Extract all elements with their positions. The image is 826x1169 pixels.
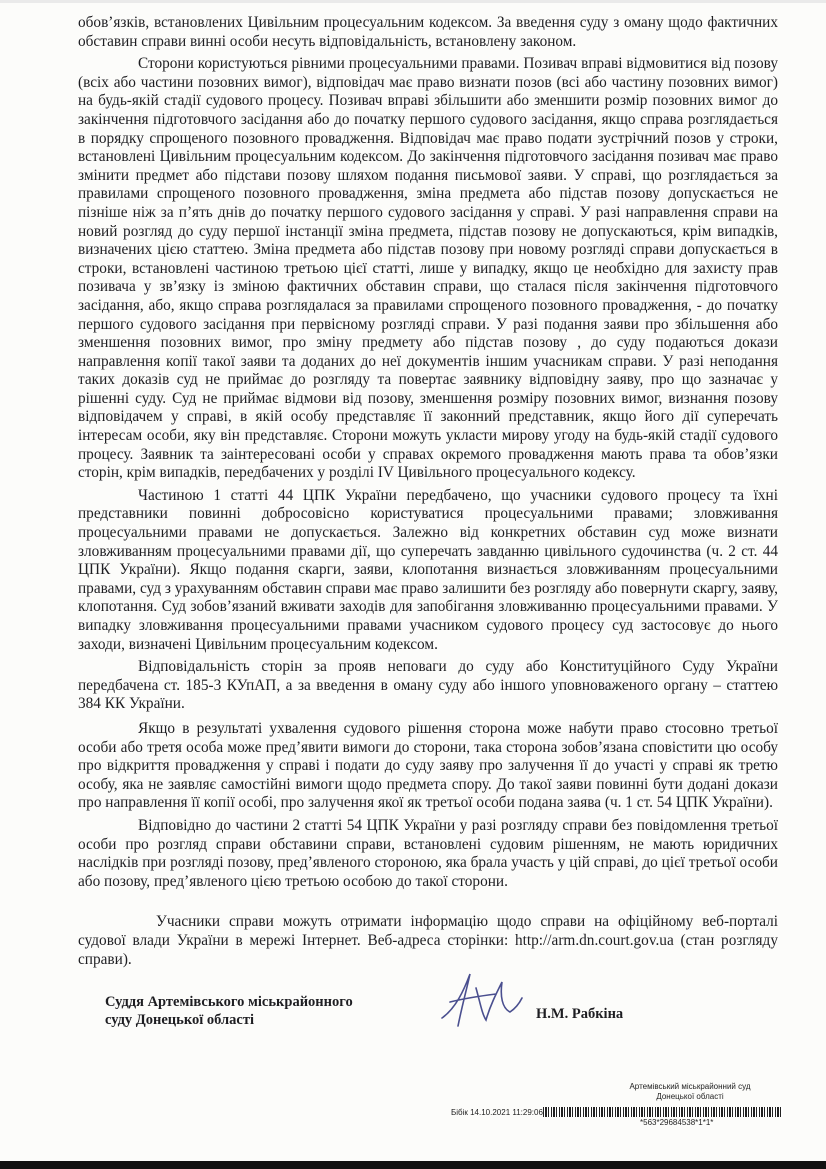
judge-name: Н.М. Рабкіна	[536, 1006, 624, 1022]
paragraph-liability: Відповідальність сторін за прояв неповаги до суду або Конституційного Суду України передбачена ст. 185-3 КУпАП, а за введення в оману суду або іншого уповноваженого органу – статтею 384 КК України.	[78, 658, 778, 713]
judge-title-line1: Суддя Артемівського міськрайонного	[105, 994, 353, 1010]
barcode-code: *563*29684538*1*1*	[640, 1118, 714, 1127]
judge-title-line2: суду Донецької області	[105, 1012, 255, 1028]
paragraph-article-44: Частиною 1 статті 44 ЦПК України передбачено, що учасники судового процесу та їхні представники повинні добросовісно користуватися процесуальними правами; зловживання процесуальними правами не допускається. Залежно від конкретних обставин суд може визнати зловживанням процесуальними правами дії, що суперечать завданню цивільного судочинства (ч. 2 ст. 44 ЦПК України). Якщо подання скарги, заяви, клопотання визнається зловживанням процесуальними правами, суд з урахуванням обставин справи має право залишити без розгляду або повернути скаргу, заяву, клопотання. Суд зобов’язаний вживати заходів для запобігання зловживанню процесуальними правами. У випадку зловживання процесуальними правами учасником судового процесу суд застосовує до нього заходи, визначені Цивільним процесуальним кодексом.	[78, 486, 778, 653]
document-meta	[451, 1107, 791, 1121]
paragraph-continuation: обов’язків, встановлених Цивільним процесуальним кодексом. За введення суду з оману щодо фактичних обставин справи винні особи несуть відповідальність, встановлену законом.	[78, 14, 778, 50]
judge-title	[105, 993, 353, 1029]
court-stamp	[600, 1082, 780, 1102]
paragraph-parties-rights: Сторони користуються рівними процесуальними правами. Позивач вправі відмовитися від позову (всіх або частини позовних вимог), відповідач має право визнати позов (всі або частину позовних вимог) на будь-якій стадії судового процесу. Позивач вправі збільшити або зменшити розмір позовних вимог до закінчення підготовчого засідання або до початку першого судового засідання, якщо справа розглядається в порядку спрощеного позовного провадження. Відповідач має право подати зустрічний позов у строки, встановлені Цивільним процесуальним кодексом. До закінчення підготовчого засідання позивач має право змінити предмет або підстави позову шляхом подання письмової заяви. У справі, що розглядається за правилами спрощеного позовного провадження, зміна предмета або підстав позову допускається не пізніше ніж за п’ять днів до початку першого судового засідання у справі. У разі направлення справи на новий розгляд до суду першої інстанції зміна предмета, підстав позову не допускаються, крім випадків, визначених цією статтею. Зміна предмета або підстав позову при новому розгляді справи допускається в строки, встановлені частиною третьою цієї статті, лише у випадку, якщо це необхідно для захисту прав позивача у зв’язку із зміною фактичних обставин справи, що сталася після закінчення підготовчого засідання, або, якщо справа розглядалася за правилами спрощеного позовного провадження, - до початку першого судового засідання при первісному розгляді справи. У разі подання заяви про збільшення або зменшення позовних вимог, про зміну предмету або підстав позову , до суду подаються докази направлення копії такої заяви та доданих до неї документів іншим учасникам справи. У разі неподання таких доказів суд не приймає до розгляду та повертає заявнику відповідну заяву, про що зазначає у рішенні суду. Суд не приймає відмови від позову, зменшення розміру позовних вимог, визнання позову відповідачем у справі, в якій особу представляє її законний представник, якщо його дії суперечать інтересам особи, яку він представляє. Сторони можуть укласти мирову угоду на будь-якій стадії судового процесу. Заявник та заінтересовані особи у справах окремого провадження мають права та обов’язки сторін, крім випадків, передбачених у розділі IV Цивільного процесуального кодексу.	[78, 55, 778, 482]
document-body	[78, 14, 778, 973]
handwritten-signature	[436, 968, 526, 1034]
scan-top-edge	[0, 0, 826, 3]
paragraph-web-portal: Учасники справи можуть отримати інформацію щодо справи на офіційному веб-порталі судової влади України в мережі Інтернет. Веб-адреса сторінки: http://arm.dn.court.gov.ua (стан розгляду справи).	[78, 913, 778, 968]
paragraph-article-54: Відповідно до частини 2 статті 54 ЦПК України у разі розгляду справи без повідомлення третьої особи про розгляд справи обставини справи, встановлені судовим рішенням, не мають юридичних наслідків при розгляді позову, пред’явленого стороною, яка брала участь у цій справі, до цієї третьої особи або позову, пред’явленого цією третьою особою до такої сторони.	[78, 816, 778, 890]
court-stamp-line2: Донецької області	[656, 1092, 724, 1101]
court-stamp-line1: Артемівський міськрайонний суд	[629, 1082, 751, 1091]
scan-bottom-edge	[0, 1161, 826, 1169]
document-meta-text: Бібік 14.10.2021 11:29:06	[451, 1108, 543, 1117]
paragraph-third-party: Якщо в результаті ухвалення судового рішення сторона може набути право стосовно третьої особи або третя особа може пред’явити вимоги до сторони, така сторона зобов’язана сповістити цю особу про відкриття провадження у справі і подати до суду заяву про залучення її до участі у справі як третю особу, яка не заявляє самостійні вимоги щодо предмета спору. До такої заяви повинні бути додані докази про направлення її копії особі, про залучення якої як третьої особи подана заява (ч. 1 ст. 54 ЦПК України).	[78, 719, 778, 812]
barcode	[543, 1107, 783, 1117]
